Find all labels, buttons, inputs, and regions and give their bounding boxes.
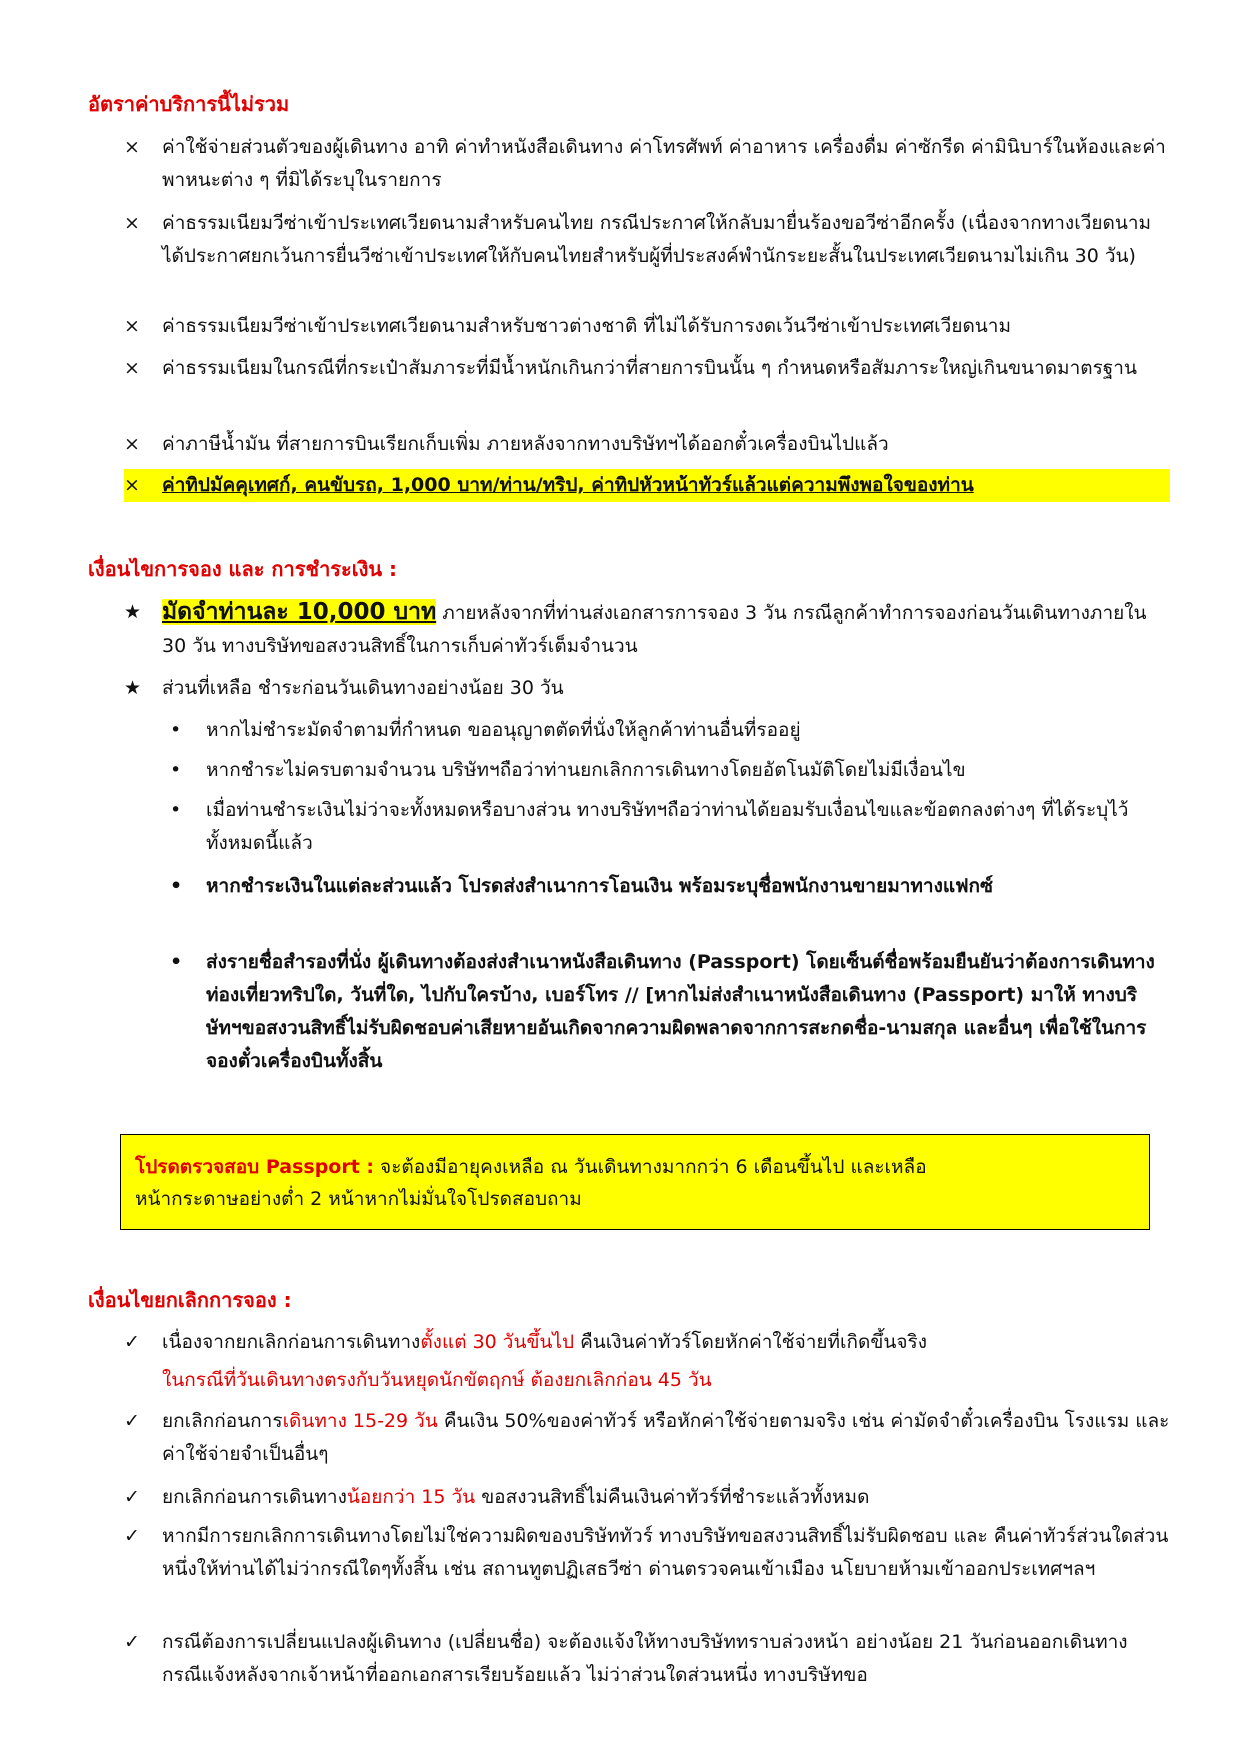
booking-sub-text: หากชำระไม่ครบตามจำนวน บริษัทฯถือว่าท่านยกเลิกการเดินทางโดยอัตโนมัติโดยไม่มีเงื่อนไข <box>206 759 966 781</box>
booking-sub-text: เมื่อท่านชำระเงินไม่ว่าจะทั้งหมดหรือบางส่วน ทางบริษัทฯถือว่าท่านได้ยอมรับเงื่อนไขและข้อตกลงต่างๆ ที่ได้ระบุไว้ทั้งหมดนี้แล้ว <box>206 799 1129 854</box>
booking-item <box>124 596 1170 663</box>
cancel-item4-text: หากมีการยกเลิกการเดินทางโดยไม่ใช่ความผิดของบริษัททัวร์ ทางบริษัทขอสงวนสิทธิ์ไม่รับผิดชอบ และ คืนค่าทัวร์ส่วนใดส่วนหนึ่งให้ท่านได้ไม่ว่ากรณีใดๆทั้งสิ้น เช่น สถานทูตปฏิเสธวีซ่า ด่านตรวจคนเข้าเมือง นโยบายห้ามเข้าออกประเทศฯลฯ <box>162 1525 1169 1580</box>
checkmark-icon: ✓ <box>124 1631 140 1653</box>
booking-sub-item <box>170 714 1170 747</box>
excluded-item <box>124 352 1170 385</box>
booking-heading: เงื่อนไขการจอง และ การชำระเงิน : <box>88 557 398 581</box>
tip-highlight-item <box>124 469 1170 502</box>
booking-sub-item <box>170 754 1170 787</box>
cross-icon: × <box>124 136 140 158</box>
bullet-icon: • <box>170 799 182 821</box>
cancel-item1-period: ตั้งแต่ 30 วันขึ้นไป <box>420 1331 575 1353</box>
cancel-item2-detail: คืนเงิน 50%ของค่าทัวร์ หรือหักค่าใช้จ่ายตามจริง เช่น ค่ามัดจำตั๋วเครื่องบิน โรงแรม และค่าใช้จ่ายจำเป็นอื่นๆ <box>162 1410 1170 1465</box>
passport-notice-label: โปรดตรวจสอบ Passport : <box>135 1156 375 1178</box>
cancel-item1-detail: คืนเงินค่าทัวร์โดยหักค่าใช้จ่ายที่เกิดขึ้นจริง <box>574 1331 927 1353</box>
cancellation-note <box>124 1364 1170 1397</box>
bullet-icon: • <box>170 719 182 741</box>
cross-icon: × <box>124 212 140 234</box>
excluded-item <box>124 428 1170 461</box>
booking-item <box>124 672 1170 705</box>
cross-icon: × <box>124 357 140 379</box>
booking-sub-item <box>170 946 1170 1078</box>
checkmark-icon: ✓ <box>124 1410 140 1432</box>
excluded-item <box>124 131 1170 197</box>
checkmark-icon: ✓ <box>124 1331 140 1353</box>
excluded-item-text: ค่าธรรมเนียมในกรณีที่กระเป๋าสัมภาระที่มีน้ำหนักเกินกว่าที่สายการบินนั้น ๆ กำหนดหรือสัมภาระใหญ่เกินขนาดมาตรฐาน <box>162 357 1137 379</box>
cross-icon: × <box>124 474 140 496</box>
cancellation-item <box>124 1520 1170 1586</box>
excluded-item-text: ค่าใช้จ่ายส่วนตัวของผู้เดินทาง อาทิ ค่าทำหนังสือเดินทาง ค่าโทรศัพท์ ค่าอาหาร เครื่องดื่ม ค่าซักรีด ค่ามินิบาร์ในห้องและค่าพาหนะต่าง ๆ ที่มิได้ระบุในรายการ <box>162 136 1166 191</box>
excluded-item-text: ค่าภาษีน้ำมัน ที่สายการบินเรียกเก็บเพิ่ม ภายหลังจากทางบริษัทฯได้ออกตั๋วเครื่องบินไปแล้ว <box>162 433 889 455</box>
checkmark-icon: ✓ <box>124 1486 140 1508</box>
excluded-item <box>124 310 1170 343</box>
cancel-item5-text: กรณีต้องการเปลี่ยนแปลงผู้เดินทาง (เปลี่ยนชื่อ) จะต้องแจ้งให้ทางบริษัททราบล่วงหน้า อย่างน้อย 21 วันก่อนออกเดินทาง กรณีแจ้งหลังจากเจ้าหน้าที่ออกเอกสารเรียบร้อยแล้ว ไม่ว่าส่วนใดส่วนหนึ่ง ทางบริษัทขอ <box>162 1631 1128 1686</box>
cancellation-item <box>124 1405 1170 1471</box>
tip-highlight-text: ค่าทิปมัคคุเทศก์, คนขับรถ, 1,000 บาท/ท่าน/ทริป, ค่าทิปหัวหน้าทัวร์แล้วแต่ความพึงพอใจของท่าน <box>162 474 974 496</box>
cancel-item1-text: เนื่องจากยกเลิกก่อนการเดินทาง <box>162 1331 421 1353</box>
deposit-detail: ภายหลังจากที่ท่านส่งเอกสารการจอง 3 วัน กรณีลูกค้าทำการจองก่อนวันเดินทางภายใน 30 วัน ทางบริษัทขอสงวนสิทธิ์ในการเก็บค่าทัวร์เต็มจำนวน <box>162 602 1147 657</box>
cancel-item3-detail: ขอสงวนสิทธิ์ไม่คืนเงินค่าทัวร์ที่ชำระแล้วทั้งหมด <box>475 1486 870 1508</box>
star-icon: ★ <box>124 601 142 623</box>
deposit-label: มัดจำท่านละ 10,000 บาท <box>162 599 437 625</box>
holiday-note-text: ในกรณีที่วันเดินทางตรงกับวันหยุดนักขัตฤกษ์ ต้องยกเลิกก่อน 45 วัน <box>162 1369 712 1391</box>
excluded-item-text: ค่าธรรมเนียมวีซ่าเข้าประเทศเวียดนามสำหรับชาวต่างชาติ ที่ไม่ได้รับการงดเว้นวีซ่าเข้าประเทศเวียดนาม <box>162 315 1011 337</box>
cancellation-item <box>124 1326 1170 1359</box>
cancel-item2-text: ยกเลิกก่อนการ <box>162 1410 283 1432</box>
bullet-icon: • <box>170 759 182 781</box>
passport-notice-box <box>120 1134 1150 1230</box>
cancel-item3-text: ยกเลิกก่อนการเดินทาง <box>162 1486 347 1508</box>
cancel-item2-period: เดินทาง 15-29 วัน <box>282 1410 438 1432</box>
booking-sub-item <box>170 794 1170 860</box>
booking-sub-item <box>170 870 1170 903</box>
deposit-text <box>124 596 1170 663</box>
checkmark-icon: ✓ <box>124 1525 140 1547</box>
cancel-item3-period: น้อยกว่า 15 วัน <box>346 1486 476 1508</box>
cross-icon: × <box>124 315 140 337</box>
bullet-icon: • <box>170 951 183 973</box>
excluded-item <box>124 207 1170 273</box>
cancellation-item <box>124 1481 1170 1514</box>
star-icon: ★ <box>124 677 142 699</box>
excluded-heading: อัตราค่าบริการนี้ไม่รวม <box>88 92 290 116</box>
excluded-item-text: ค่าธรรมเนียมวีซ่าเข้าประเทศเวียดนามสำหรับคนไทย กรณีประกาศให้กลับมายื่นร้องขอวีซ่าอีกครั้ง (เนื่องจากทางเวียดนามได้ประกาศยกเว้นการยื่นวีซ่าเข้าประเทศให้กับคนไทยสำหรับผู้ที่ประสงค์พำนักระยะสั้นในประเทศเวียดนามไม่เกิน 30 วัน) <box>162 212 1152 267</box>
booking-sub-text: หากชำระเงินในแต่ละส่วนแล้ว โปรดส่งสำเนาการโอนเงิน พร้อมระบุชื่อพนักงานขายมาทางแฟกซ์ <box>206 875 993 897</box>
booking-sub-text: หากไม่ชำระมัดจำตามที่กำหนด ขออนุญาตตัดที่นั่งให้ลูกค้าท่านอื่นที่รออยู่ <box>206 719 801 741</box>
cancellation-item <box>124 1626 1170 1692</box>
passport-notice-line2: หน้ากระดาษอย่างต่ำ 2 หน้าหากไม่มั่นใจโปรดสอบถาม <box>135 1188 582 1210</box>
cancellation-heading: เงื่อนไขยกเลิกการจอง : <box>88 1288 292 1312</box>
cross-icon: × <box>124 433 140 455</box>
booking-sub-text: ส่งรายชื่อสำรองที่นั่ง ผู้เดินทางต้องส่งสำเนาหนังสือเดินทาง (Passport) โดยเซ็นต์ชื่อพร้อมยืนยันว่าต้องการเดินทางท่องเที่ยวทริปใด, วันที่ใด, ไปกับใครบ้าง, เบอร์โทร // [หากไม่ส่งสำเนาหนังสือเดินทาง (Passport) มาให้ ทางบริษัทฯขอสงวนสิทธิ์ไม่รับผิดชอบค่าเสียหายอันเกิดจากความผิดพลาดจากการสะกดชื่อ-นามสกุล และอื่นๆ เพื่อใช้ในการจองตั๋วเครื่องบินทั้งสิ้น <box>206 951 1155 1072</box>
bullet-icon: • <box>170 875 183 897</box>
balance-text: ส่วนที่เหลือ ชำระก่อนวันเดินทางอย่างน้อย 30 วัน <box>162 677 564 699</box>
passport-notice-line1: จะต้องมีอายุคงเหลือ ณ วันเดินทางมากกว่า 6 เดือนขึ้นไป และเหลือ <box>374 1156 927 1178</box>
